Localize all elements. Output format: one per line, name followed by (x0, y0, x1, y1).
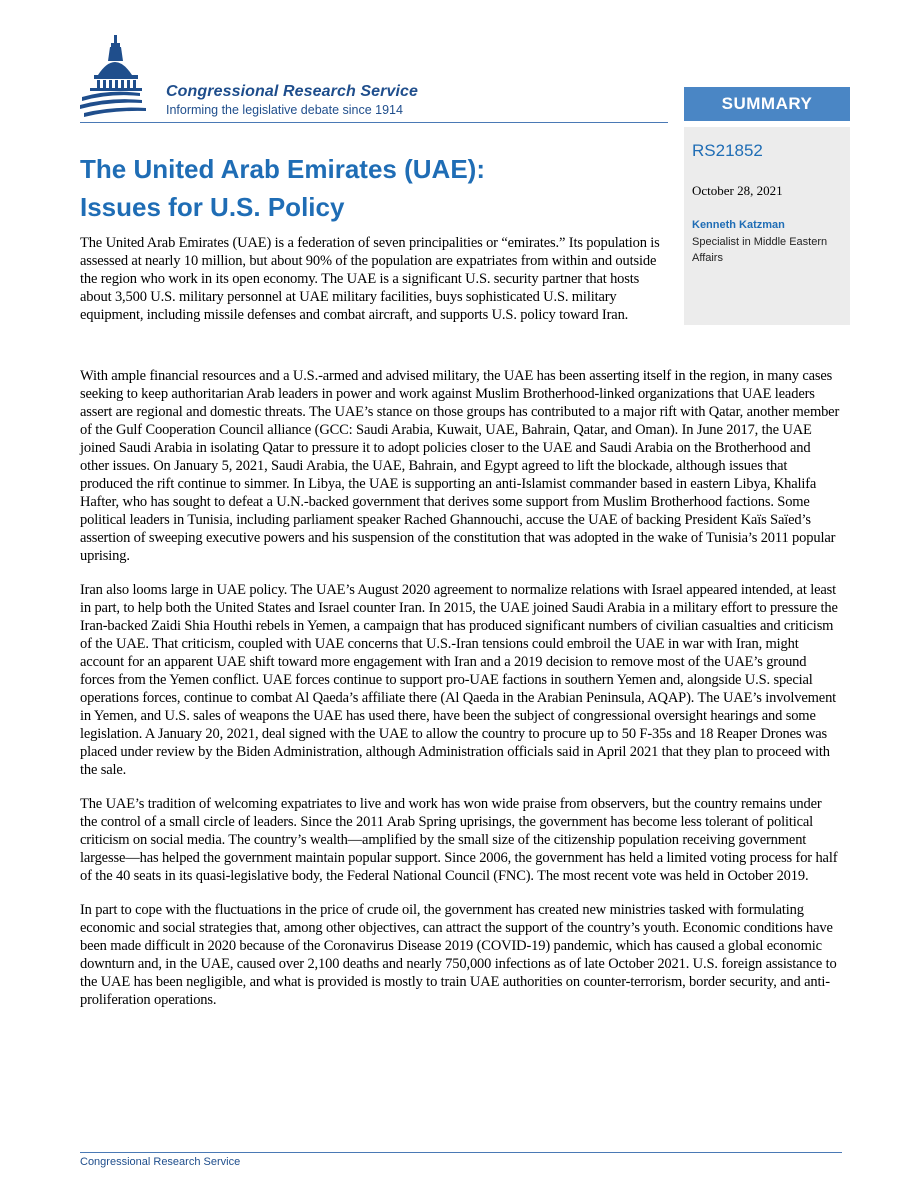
paragraph: The UAE’s tradition of welcoming expatriates to live and work has won wide praise from observers, but the country remains under the control of a small circle of leaders. Since the 2011 Arab Spring uprisings, the government has become less tolerant of political criticism on social media. The country’s wealth—amplified by the small size of the citizenship population receiving government largesse—has helped the government maintain popular support. Since 2006, the government has held a limited voting process for half of the 40 seats in its quasi-legislative body, the Federal National Council (FNC). The most recent vote was held in October 2019. (80, 796, 838, 884)
summary-label: SUMMARY (684, 87, 850, 121)
title-line-1: The United Arab Emirates (UAE): (80, 154, 485, 184)
summary-body (80, 367, 842, 1025)
report-id: RS21852 (692, 141, 763, 160)
footer-divider (80, 1152, 842, 1153)
footer-text: Congressional Research Service (80, 1156, 241, 1168)
org-tagline: Informing the legislative debate since 1914 (166, 103, 403, 117)
header-divider (80, 122, 668, 123)
crs-logo (80, 33, 480, 123)
title-line-2: Issues for U.S. Policy (80, 192, 345, 222)
author-name: Kenneth Katzman (692, 219, 785, 231)
intro-paragraph: The United Arab Emirates (UAE) is a federation of seven principalities or “emirates.” Its population is assessed at nearly 10 million, but about 90% of the population are expatriates from within and outside the region who work in its open economy. The UAE is a significant U.S. security partner that hosts about 3,500 U.S. military personnel at UAE military facilities, buys sophisticated U.S. military equipment, including missile defenses and combat aircraft, and supports U.S. policy toward Iran. (80, 235, 660, 323)
org-name: Congressional Research Service (166, 83, 419, 100)
paragraph: With ample financial resources and a U.S.-armed and advised military, the UAE has been asserting itself in the region, in many cases seeking to keep authoritarian Arab leaders in power and work against Muslim Brotherhood-linked organizations that UAE leaders assert are regional and domestic threats. The UAE’s stance on those groups has contributed to a major rift with Qatar, another member of the Gulf Cooperation Council alliance (GCC: Saudi Arabia, Kuwait, UAE, Bahrain, Qatar, and Oman). In June 2017, the UAE joined Saudi Arabia in isolating Qatar to pressure it to adopt policies closer to the UAE and Saudi Arabia on the Brotherhood and other issues. On January 5, 2021, Saudi Arabia, the UAE, Bahrain, and Egypt agreed to lift the blockade, although issues that produced the rift continue to simmer. In Libya, the UAE is supporting an anti-Islamist commander based in eastern Libya, Khalifa Hafter, who has sought to defeat a U.N.-backed government that derives some support from Muslim Brotherhood factions. Some political leaders in Tunisia, including parliament speaker Rached Ghannouchi, accuse the UAE of backing President Kaïs Saïed’s assertion of sweeping executive powers and his suspension of the constitution that was adopted in the wake of Tunisia’s 2011 popular uprising. (80, 368, 840, 564)
document-title (80, 150, 660, 226)
author-title: Specialist in Middle Eastern Affairs (692, 236, 828, 264)
report-date: October 28, 2021 (692, 183, 783, 198)
paragraph: Iran also looms large in UAE policy. The UAE’s August 2020 agreement to normalize relations with Israel appeared intended, at least in part, to help both the United States and Israel counter Iran. In 2015, the UAE joined Saudi Arabia in a military effort to pressure the Iran-backed Zaidi Shia Houthi rebels in Yemen, a campaign that has produced significant numbers of civilian casualties and criticism of the UAE. That criticism, coupled with UAE concerns that U.S.-Iran tensions could embroil the UAE in war with Iran, might account for an apparent UAE shift toward more engagement with Iran and a 2019 decision to remove most of the UAE’s ground forces from the Yemen conflict. UAE forces continue to support pro-UAE factions in southern Yemen and, alongside U.S. special operations forces, continue to combat Al Qaeda’s affiliate there (Al Qaeda in the Arabian Peninsula, AQAP). The UAE’s involvement in Yemen, and U.S. sales of weapons the UAE has used there, have been the subject of congressional oversight hearings and some legislation. A January 20, 2021, deal signed with the UAE to allow the country to procure up to 50 F-35s and 18 Reaper Drones was placed under review by the Biden Administration, although Administration officials said in April 2021 that they plan to proceed with the sale. (80, 582, 838, 778)
capitol-dome-icon (80, 33, 170, 123)
paragraph: In part to cope with the fluctuations in the price of crude oil, the government has created new ministries tasked with formulating economic and social strategies that, among other objectives, can attract the support of the country’s youth. Economic conditions have been made difficult in 2020 because of the Coronavirus Disease 2019 (COVID-19) pandemic, which has caused a global economic downturn and, in the UAE, caused over 2,100 deaths and nearly 750,000 infections as of late October 2021. U.S. foreign assistance to the UAE has been negligible, and what is provided is mostly to train UAE authorities on counter-terrorism, border security, and anti-proliferation operations. (80, 902, 837, 1008)
